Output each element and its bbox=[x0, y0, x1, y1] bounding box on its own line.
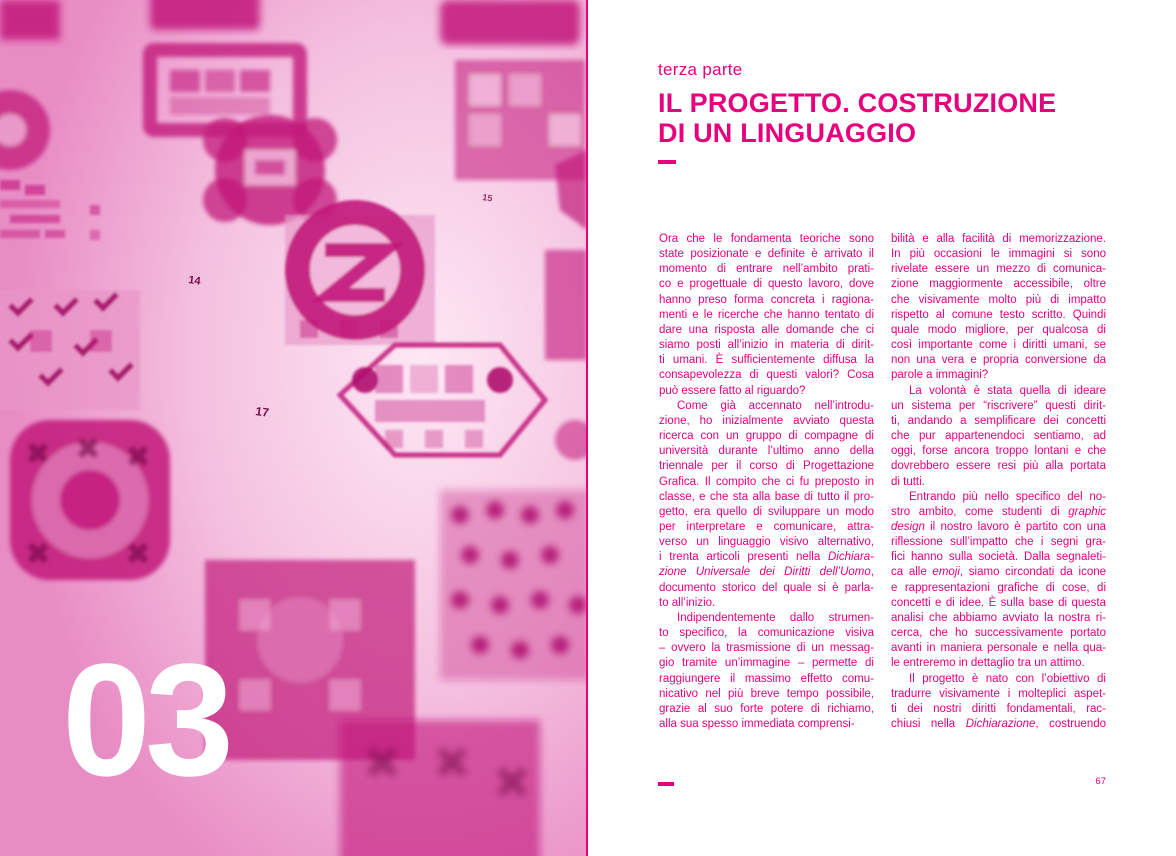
body-text-line: non una vera e propria conversione da bbox=[891, 354, 1106, 367]
body-text-line: che pur appartenendoci sentiamo, ad bbox=[891, 430, 1106, 443]
body-text-line: ti umani. È sufficientemente diffusa la bbox=[659, 354, 874, 367]
body-text-line: alla sua spesso immediata comprensi- bbox=[659, 718, 855, 730]
body-text-line: state posizionate e definite è arrivato il bbox=[659, 248, 874, 261]
body-text-line: verso un linguaggio visivo alternativo, bbox=[659, 536, 874, 549]
body-text-line: bilità e alla facilità di memorizzazione. bbox=[891, 233, 1106, 245]
figure-number-14: 14 bbox=[187, 274, 202, 288]
body-text-line: concetti e di idee. È sulla base di questa bbox=[891, 596, 1106, 609]
body-text-line: dovrebbero essere resi più alla portata bbox=[891, 460, 1106, 473]
body-text-line: quale modo migliore, per qualcosa di bbox=[891, 323, 1106, 336]
body-text-line: zione, ho inizialmente avviato questa bbox=[659, 414, 874, 427]
body-text-line: grazie al suo forte potere di richiamo, bbox=[659, 702, 874, 715]
body-text-line: hanno preso forma concreta i ragiona- bbox=[659, 293, 874, 306]
body-text-line: documento storico del quale si è parla- bbox=[659, 581, 874, 594]
footer-rule bbox=[658, 782, 674, 786]
chapter-title bbox=[658, 88, 1098, 148]
figure-number-17: 17 bbox=[254, 404, 270, 420]
body-text-line: Grafica. Il compito che ci fu preposto in bbox=[659, 475, 874, 488]
body-text-line: ti, andando a semplificare dei concetti bbox=[891, 414, 1106, 427]
body-text-line: zione maggiormente accessibile, oltre bbox=[891, 278, 1106, 291]
body-text-line: può essere fatto al riguardo? bbox=[659, 384, 806, 397]
body-text-line: oggi, forse ancora troppo lontani e che bbox=[891, 445, 1106, 458]
figure-number-15: 15 bbox=[481, 192, 494, 204]
body-text-line: che visivamente molto più di impatto bbox=[891, 293, 1106, 306]
body-column-right bbox=[891, 232, 1106, 732]
body-text-line: La volontà è stata quella di ideare bbox=[909, 384, 1106, 397]
body-text-line: Entrando più nello specifico del no- bbox=[909, 490, 1106, 503]
body-text-line: avanti in maniera personale e nella qua- bbox=[891, 642, 1106, 655]
body-text-line: tradurre visivamente i molteplici aspet- bbox=[891, 687, 1106, 700]
chapter-title-line: DI UN LINGUAGGIO bbox=[658, 118, 917, 148]
body-text-line: nicativo nel più breve tempo possibile, bbox=[659, 687, 874, 700]
body-text-line: le entreremo in dettaglio tra un attimo. bbox=[891, 657, 1085, 670]
body-text-line: gio tramite un’immagine – permette di bbox=[659, 657, 874, 670]
chapter-title-line: IL PROGETTO. COSTRUZIONE bbox=[658, 88, 1057, 118]
body-text-line: così importante come i diritti umani, se bbox=[891, 339, 1106, 352]
body-text-line: getto, era quello di sviluppare un modo bbox=[659, 505, 874, 518]
body-text-line: In più occasioni le immagini si sono bbox=[891, 248, 1106, 261]
body-text-line: chiusi nella Dichiarazione, costruendo bbox=[891, 718, 1107, 730]
body-text-line: design il nostro lavoro è partito con una bbox=[891, 520, 1106, 533]
body-text-line: to specifico, la comunicazione visiva bbox=[659, 627, 874, 640]
body-text-line: to all’inizio. bbox=[659, 596, 716, 609]
body-text-line: ricerca con un gruppo di compagne di bbox=[659, 430, 874, 443]
body-text-line: dare una risposta alle domande che ci bbox=[659, 323, 874, 336]
body-text-line: zione Universale dei Diritti dell’Uomo, bbox=[659, 566, 874, 579]
body-text-line: raggiungere il massimo effetto comu- bbox=[659, 672, 874, 685]
body-text-line: – ovvero la trasmissione di un messag- bbox=[659, 642, 874, 655]
body-text-line: analisi che abbiamo avviato la nostra ri- bbox=[891, 611, 1106, 624]
body-text-line: i trenta articoli presenti nella Dichiara- bbox=[659, 551, 874, 564]
body-text-line: siamo posti all’inizio in materia di dirit- bbox=[659, 339, 874, 352]
body-text-line: riflessione sull’impatto che i segni gra- bbox=[891, 536, 1106, 549]
body-text-line: co e progettuale di questo lavoro, dove bbox=[659, 278, 874, 291]
body-text-line: rivelate essere un mezzo di comunica- bbox=[891, 263, 1106, 276]
body-text-line: e rappresentazioni grafiche di cose, di bbox=[891, 581, 1106, 594]
body-text-line: classe, e che sta alla base di tutto il pro- bbox=[659, 490, 874, 503]
body-text-line: ca alle emoji, siamo circondati da icone bbox=[891, 566, 1107, 579]
page-number: 67 bbox=[1095, 776, 1106, 787]
body-text-line: di tutti. bbox=[891, 475, 925, 488]
body-text-line: Come già accennato nell’introdu- bbox=[677, 399, 874, 412]
body-text-line: per interpretare e comunicare, attra- bbox=[659, 520, 874, 533]
title-underline bbox=[658, 160, 676, 164]
text-page bbox=[588, 0, 1176, 856]
body-text-line: Indipendentemente dallo strumen- bbox=[677, 611, 874, 624]
body-text-line: consapevolezza di questi valori? Cosa bbox=[659, 369, 874, 382]
body-text-line: Il progetto è nato con l’obiettivo di bbox=[909, 672, 1106, 685]
body-text-line: stro ambito, come studenti di graphic bbox=[891, 505, 1106, 518]
body-text-line: momento di entrare nell’ambito prati- bbox=[659, 263, 874, 276]
body-text-line: cerca, che ho successivamente portato bbox=[891, 627, 1106, 640]
body-column-left bbox=[659, 232, 874, 732]
part-label: terza parte bbox=[658, 60, 743, 79]
chapter-number: 03 bbox=[62, 630, 228, 809]
body-text-line: ti dei nostri diritti fondamentali, rac- bbox=[891, 702, 1106, 715]
chapter-opener-image bbox=[0, 0, 587, 856]
body-text-line: parole a immagini? bbox=[891, 369, 989, 382]
body-text-line: un sistema per “riscrivere” questi dirit- bbox=[891, 399, 1106, 412]
body-text-line: menti e le ricerche che hanno tentato di bbox=[659, 308, 874, 321]
body-text-line: Ora che le fondamenta teoriche sono bbox=[659, 233, 874, 245]
body-text-line: università durante l’ultimo anno della bbox=[659, 445, 874, 458]
body-text-line: triennale per il corso di Progettazione bbox=[659, 460, 874, 473]
body-text-line: fici hanno sulla società. Dalla segnaleti- bbox=[891, 551, 1106, 564]
body-text-line: rispetto al comune testo scritto. Quindi bbox=[891, 308, 1106, 321]
